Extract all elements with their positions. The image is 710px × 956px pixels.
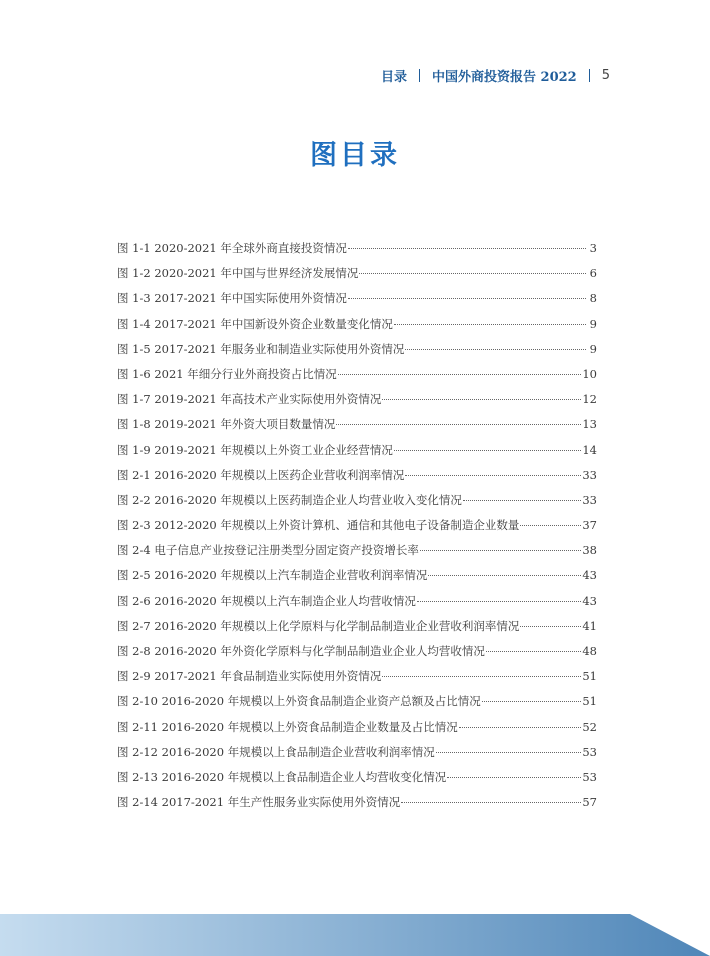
figure-entry[interactable] — [117, 416, 597, 441]
figure-entry-page: 3 — [589, 241, 597, 255]
figure-entry-page: 51 — [582, 669, 597, 684]
dot-leader — [382, 399, 581, 400]
figure-entry-page: 9 — [589, 341, 597, 356]
dot-leader — [417, 601, 581, 602]
figure-entry-page: 10 — [582, 366, 597, 381]
figure-entry-label: 图 2-14 2017-2021 年生产性服务业实际使用外资情况 — [117, 795, 401, 810]
dot-leader — [348, 248, 586, 249]
figure-entry-label: 图 2-3 2012-2020 年规模以上外资计算机、通信和其他电子设备制造企业数量 — [117, 518, 520, 533]
figure-entry[interactable] — [117, 517, 597, 542]
figure-entry[interactable] — [117, 593, 597, 618]
figure-entry[interactable] — [117, 366, 597, 391]
figure-entry-label: 图 2-13 2016-2020 年规模以上食品制造企业人均营收变化情况 — [117, 769, 447, 784]
dot-leader — [348, 298, 586, 299]
dot-leader — [401, 802, 581, 803]
figure-entry[interactable] — [117, 643, 597, 668]
header-section: 目录 — [380, 70, 407, 85]
figure-entry-label: 图 1-6 2021 年细分行业外商投资占比情况 — [117, 366, 337, 381]
figure-entry-page: 8 — [589, 291, 597, 306]
dot-leader — [405, 349, 586, 350]
figure-entry-label: 图 1-4 2017-2021 年中国新设外资企业数量变化情况 — [117, 316, 393, 331]
header-divider — [589, 69, 590, 82]
dot-leader — [336, 424, 581, 425]
figure-entry[interactable] — [117, 567, 597, 592]
figure-entry-label: 图 2-10 2016-2020 年规模以上外资食品制造企业资产总额及占比情况 — [117, 694, 481, 709]
dot-leader — [420, 550, 582, 551]
figure-entry[interactable] — [117, 769, 597, 794]
figure-entry[interactable] — [117, 618, 597, 643]
figure-entry-label: 图 1-5 2017-2021 年服务业和制造业实际使用外资情况 — [117, 341, 405, 356]
figure-entry-label: 图 1-3 2017-2021 年中国实际使用外资情况 — [117, 291, 347, 306]
dot-leader — [338, 374, 582, 375]
dot-leader — [359, 273, 586, 274]
figure-entry-page: 33 — [582, 467, 597, 482]
figure-entry[interactable] — [117, 391, 597, 416]
figure-entry[interactable] — [117, 542, 597, 567]
figure-entry-label: 图 2-2 2016-2020 年规模以上医药制造企业人均营业收入变化情况 — [117, 492, 462, 507]
dot-leader — [436, 752, 582, 753]
figure-entry-page: 9 — [589, 316, 597, 331]
figure-entry-page: 41 — [582, 618, 597, 633]
dot-leader — [520, 626, 581, 627]
dot-leader — [382, 676, 581, 677]
dot-leader — [486, 651, 581, 652]
dot-leader — [447, 777, 581, 778]
figure-entry-page: 38 — [582, 543, 597, 558]
figure-entry-page: 53 — [582, 769, 597, 784]
figure-entry-label: 图 2-4 电子信息产业按登记注册类型分固定资产投资增长率 — [117, 543, 419, 558]
figure-entry-page: 57 — [582, 795, 597, 810]
figure-entry[interactable] — [117, 492, 597, 517]
figure-entry-label: 图 1-1 2020-2021 年全球外商直接投资情况 — [117, 241, 347, 255]
figure-entry-label: 图 1-7 2019-2021 年高技术产业实际使用外资情况 — [117, 392, 382, 407]
figure-entry-page: 48 — [582, 644, 597, 658]
figure-entry[interactable] — [117, 719, 597, 744]
figure-entry[interactable] — [117, 467, 597, 492]
dot-leader — [520, 525, 581, 526]
figure-entry[interactable] — [117, 693, 597, 718]
figure-entry-label: 图 2-9 2017-2021 年食品制造业实际使用外资情况 — [117, 669, 382, 684]
dot-leader — [428, 575, 581, 576]
header-divider — [419, 69, 420, 82]
footer-band — [0, 914, 710, 956]
figure-entry[interactable] — [117, 668, 597, 693]
running-header — [381, 66, 610, 85]
dot-leader — [459, 727, 582, 728]
figure-entry[interactable] — [117, 316, 597, 341]
dot-leader — [394, 450, 581, 451]
figure-entry-page: 43 — [582, 593, 597, 608]
figure-entry[interactable] — [117, 744, 597, 769]
figure-entry-label: 图 2-12 2016-2020 年规模以上食品制造企业营收利润率情况 — [117, 744, 435, 759]
dot-leader — [463, 500, 581, 501]
dot-leader — [405, 475, 581, 476]
figure-entry-page: 53 — [582, 744, 597, 759]
figure-entry-page: 52 — [582, 719, 597, 734]
figure-entry-label: 图 2-5 2016-2020 年规模以上汽车制造企业营收利润率情况 — [117, 568, 428, 583]
figure-entry-page: 33 — [582, 492, 597, 507]
figure-entry-page: 43 — [582, 568, 597, 583]
figure-entry-page: 12 — [582, 392, 597, 407]
figure-entry-label: 图 2-6 2016-2020 年规模以上汽车制造企业人均营收情况 — [117, 593, 416, 608]
figure-entry[interactable] — [117, 240, 597, 265]
figure-entry-label: 图 2-1 2016-2020 年规模以上医药企业营收利润率情况 — [117, 467, 405, 482]
figure-entry[interactable] — [117, 265, 597, 290]
figure-entry-page: 51 — [582, 694, 597, 709]
figure-entry[interactable] — [117, 290, 597, 315]
figure-entry-page: 14 — [582, 442, 597, 457]
figure-entry-label: 图 1-9 2019-2021 年规模以上外资工业企业经营情况 — [117, 442, 393, 457]
figure-entry-page: 6 — [589, 266, 597, 281]
figure-entry[interactable] — [117, 794, 597, 819]
footer-band-shape — [0, 914, 710, 956]
figure-entry-page: 13 — [582, 417, 597, 432]
figure-entry-label: 图 2-7 2016-2020 年规模以上化学原料与化学制品制造业企业营收利润率情况 — [117, 618, 520, 633]
figure-entry-label: 图 2-11 2016-2020 年规模以上外资食品制造企业数量及占比情况 — [117, 719, 458, 734]
figure-entry[interactable] — [117, 442, 597, 467]
dot-leader — [394, 324, 586, 325]
figure-entry-page: 37 — [582, 518, 597, 533]
figure-entry-label: 图 2-8 2016-2020 年外资化学原料与化学制品制造业企业人均营收情况 — [117, 644, 485, 658]
page-title: 图目录 — [310, 140, 400, 171]
figure-entry-label: 图 1-2 2020-2021 年中国与世界经济发展情况 — [117, 266, 359, 281]
figure-list — [117, 240, 597, 819]
dot-leader — [482, 701, 582, 702]
figure-entry-label: 图 1-8 2019-2021 年外资大项目数量情况 — [117, 417, 336, 432]
header-report-title: 中国外商投资报告 2022 — [432, 70, 577, 85]
header-page-number: 5 — [601, 68, 610, 83]
figure-entry[interactable] — [117, 341, 597, 366]
